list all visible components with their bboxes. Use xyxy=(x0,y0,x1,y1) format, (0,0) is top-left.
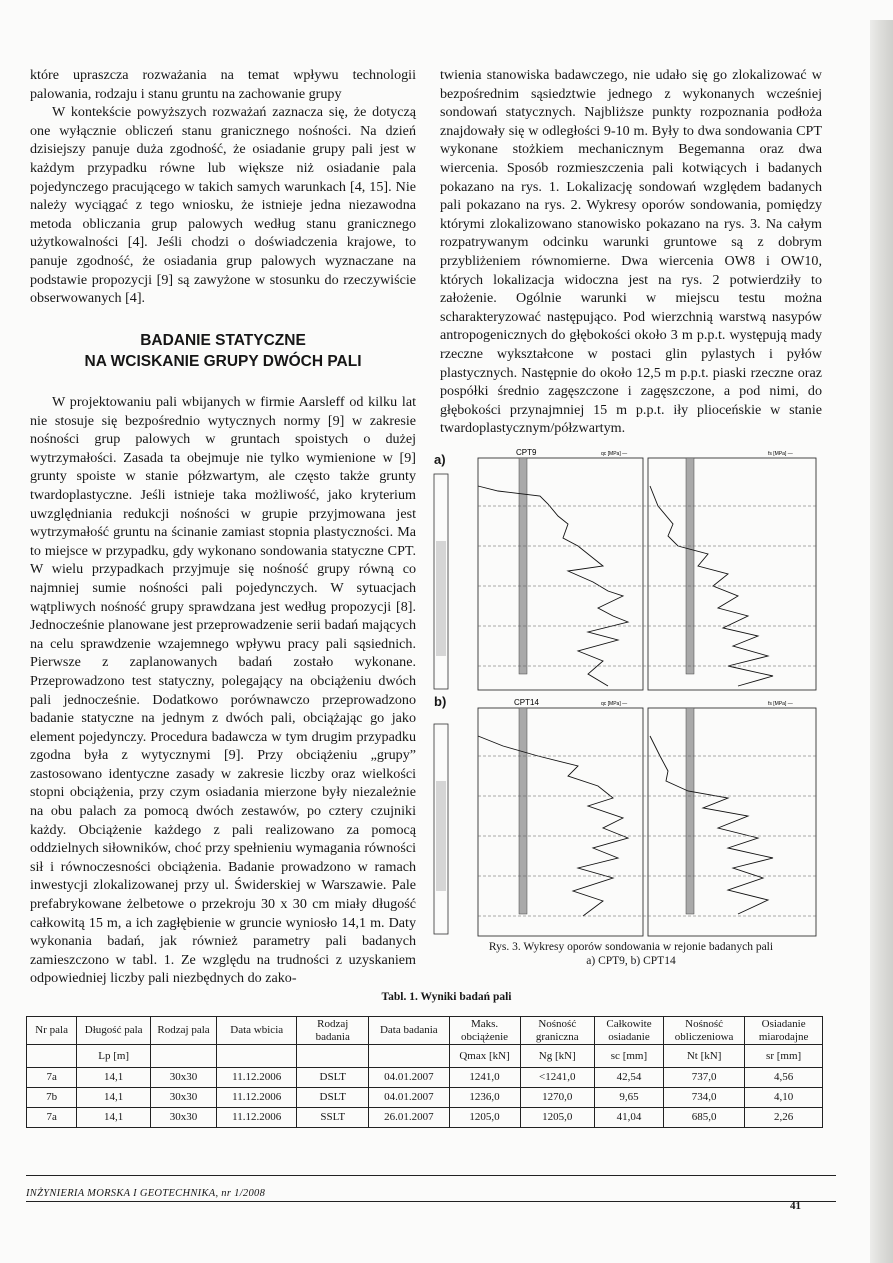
fs-axis-label: fs [MPa] — xyxy=(768,451,793,457)
qc-plot-frame xyxy=(478,458,643,690)
column-header: Data badania xyxy=(369,1017,449,1045)
unit-cell: sr [mm] xyxy=(745,1045,823,1068)
cpt-figure-drawing xyxy=(428,446,823,941)
pile-shaft-a1 xyxy=(519,458,527,674)
table-cell: 4,56 xyxy=(745,1068,823,1088)
scan-page-edge xyxy=(870,20,893,1263)
table-cell: 7a xyxy=(27,1068,77,1088)
unit-cell xyxy=(27,1045,77,1068)
table-cell: 1205,0 xyxy=(449,1108,520,1128)
cpt-figure xyxy=(428,446,823,941)
table-cell: 9,65 xyxy=(594,1088,663,1108)
unit-cell: Ng [kN] xyxy=(520,1045,594,1068)
figure-caption xyxy=(440,940,822,968)
table-cell: 30x30 xyxy=(151,1108,217,1128)
sand-layer xyxy=(436,781,446,891)
table-cell: 14,1 xyxy=(77,1108,151,1128)
column-header: Nośność obliczeniowa xyxy=(664,1017,745,1045)
table-cell: 11.12.2006 xyxy=(217,1068,297,1088)
table-cell: 04.01.2007 xyxy=(369,1088,449,1108)
page-number: 41 xyxy=(790,1200,801,1212)
fs-profile-b xyxy=(650,736,773,914)
table-cell: 1236,0 xyxy=(449,1088,520,1108)
caption-line: Rys. 3. Wykresy oporów sondowania w rejonie badanych pali xyxy=(488,941,774,953)
table-title: Tabl. 1. Wyniki badań pali xyxy=(381,991,512,1003)
table-cell: 734,0 xyxy=(664,1088,745,1108)
unit-cell xyxy=(369,1045,449,1068)
table-cell: DSLT xyxy=(297,1088,369,1108)
table-cell: 11.12.2006 xyxy=(217,1088,297,1108)
paragraph: twienia stanowiska badawczego, nie udało się go zlokalizować w bezpośrednim sąsiedztwie jednego z wykonanych wcześniej sondowań statycznych. Najbliższe punkty rozpoznania podłoża znajdowały się w odległości 9-10 m. Były to dwa sondowania CPT wykonane stożkiem mechanicznym Begemanna oraz dwa wiercenia. Sposób rozmieszczenia pali kotwiących i badanych pokazano na rys. 1. Lokalizację sondowań względem badanych pali pokazano na rys. 2. Wykresy oporów sondowania, pomiędzy którymi zlokalizowano stanowisko pokazano na rys. 3. Na całym rozpatrywanym odcinku warunki gruntowe są z dobrym przybliżeniem równomierne. Dwa wiercenia OW8 i OW10, których lokalizacja widoczna jest na rys. 2 potwierdziły to założenie. Ogólnie warunki w miejscu testu można scharakteryzować następująco. Pod wierzchnią warstwą nasypów antropogenicznych do głębokości około 3 m p.p.t. występują mady rzeczne wykształcone w postaci glin pylastych i pyłów plastycznych. Następnie do około 12,5 m p.p.t. piaski rzeczne oraz pospółki średnio zagęszczone i zagęszczone, a pod nimi, do głębokości przynajmniej 15 m p.p.t. iły plioceńskie w stanie twardoplastycznym/półzwartym. xyxy=(440,67,822,437)
table-cell: <1241,0 xyxy=(520,1068,594,1088)
column-header: Długość pala xyxy=(77,1017,151,1045)
table-cell: 1205,0 xyxy=(520,1108,594,1128)
unit-cell xyxy=(151,1045,217,1068)
column-header: Rodzaj badania xyxy=(297,1017,369,1045)
qc-axis-label: qc [MPa] — xyxy=(601,451,628,457)
table-cell: 04.01.2007 xyxy=(369,1068,449,1088)
table-row xyxy=(27,1088,823,1108)
table-row xyxy=(27,1108,823,1128)
table-cell: SSLT xyxy=(297,1108,369,1128)
unit-cell: Nt [kN] xyxy=(664,1045,745,1068)
table-cell: 1241,0 xyxy=(449,1068,520,1088)
pile-shaft-a2 xyxy=(686,458,694,674)
pile-shaft-b1 xyxy=(519,708,527,914)
footer-rule xyxy=(26,1201,836,1202)
column-header: Rodzaj pala xyxy=(151,1017,217,1045)
table-cell: 42,54 xyxy=(594,1068,663,1088)
results-table xyxy=(26,1016,823,1128)
panel-b-label: b) xyxy=(434,694,447,709)
section-heading xyxy=(30,330,416,372)
left-column-body xyxy=(30,393,416,988)
unit-cell: sc [mm] xyxy=(594,1045,663,1068)
table-cell: 30x30 xyxy=(151,1088,217,1108)
unit-cell xyxy=(297,1045,369,1068)
table-cell: 41,04 xyxy=(594,1108,663,1128)
column-header: Data wbicia xyxy=(217,1017,297,1045)
table-header-row xyxy=(27,1017,823,1045)
qc-profile-b xyxy=(478,736,628,916)
panel-b xyxy=(434,698,816,936)
table-cell: 30x30 xyxy=(151,1068,217,1088)
table-cell: 2,26 xyxy=(745,1108,823,1128)
sand-layer xyxy=(436,541,446,656)
table-cell: 7a xyxy=(27,1108,77,1128)
paragraph: W kontekście powyższych rozważań zaznacza się, że dotyczą one wyłącznie obliczeń stanu granicznego nośności. Na dzień dzisiejszy panuje duża zgodność, że osiadanie grupy pali jest w każdym przypadku równe lub większe niż osiadanie pala pojedynczego pracującego w takich samych warunkach [4, 15]. Nie należy wyciągać z tego wniosku, że istnieje jedna niezawodna metoda obliczania grup palowych według stanu granicznego użytkowalności [4]. Jeśli chodzi o doświadczenia krajowe, to panuje zgodność, że osiadania grup palowych wyznaczane na podstawie propozycji [9] są zawyżone w stosunku do rzeczywiście obserwowanych [4]. xyxy=(30,104,416,307)
panel-b-title: CPT14 xyxy=(514,698,539,707)
table-cell: 737,0 xyxy=(664,1068,745,1088)
unit-cell: Qmax [kN] xyxy=(449,1045,520,1068)
column-header: Całkowite osiadanie xyxy=(594,1017,663,1045)
pile-shaft-b2 xyxy=(686,708,694,914)
qc-plot-frame xyxy=(478,708,643,936)
table-cell: 685,0 xyxy=(664,1108,745,1128)
table-cell: 14,1 xyxy=(77,1088,151,1108)
panel-a xyxy=(434,448,816,690)
section-heading-line: BADANIE STATYCZNE xyxy=(140,332,306,349)
caption-line: a) CPT9, b) CPT14 xyxy=(586,955,676,967)
column-header: Maks. obciążenie xyxy=(449,1017,520,1045)
unit-cell: Lp [m] xyxy=(77,1045,151,1068)
table-cell: 1270,0 xyxy=(520,1088,594,1108)
column-header: Nr pala xyxy=(27,1017,77,1045)
column-header: Nośność graniczna xyxy=(520,1017,594,1045)
unit-cell xyxy=(217,1045,297,1068)
table-cell: DSLT xyxy=(297,1068,369,1088)
table-cell: 11.12.2006 xyxy=(217,1108,297,1128)
left-column-top xyxy=(30,66,416,308)
right-column xyxy=(440,66,822,438)
table-cell: 14,1 xyxy=(77,1068,151,1088)
qc-axis-label: qc [MPa] — xyxy=(601,701,628,707)
paragraph: W projektowaniu pali wbijanych w firmie Aarsleff od kilku lat nie stosuje się bezpośrednio wytycznych normy [9] w zakresie nośności grup palowych w gruntach spoistych o dużej wytrzymałości. Zasada ta obejmuje nie tylko wymienione w [9] grunty spoiste w stanie półzwartym, ale często także grunty twardoplastyczne. Jeśli istnieje taka możliwość, jako kryterium uwzględniania redukcji nośności w grupie przyjmowana jest wytrzymałość gruntu na ścinanie zamiast stopnia plastyczności. Ma to miejsce w przypadku, gdy wykonano sondowania statyczne CPT. W wielu przypadkach przyjmuje się nośność grupy równą co najmniej sumie nośności pali pojedynczych. W sytuacjach wątpliwych nośność grupy sprawdzana jest według propozycji [8]. Jednocześnie planowane jest przeprowadzenie serii badań mających na celu sprawdzenie wzajemnego wpływu pracy pali sąsiednich. Pierwsze z zaplanowanych badań zostało wykonane. Przeprowadzono test statyczny, polegający na obciążeniu dwóch pali jednocześnie. Dodatkowo porównawczo przeprowadzono badanie statyczne na jednym z dwóch pali, obciążając go jako element pojedynczy. Procedura badawcza w tym drugim przypadku zgodna była z wytycznymi [9]. Przy obciążeniu „grupy” zastosowano identyczne zasady w zakresie liczby oraz wielkości stopni obciążenia, przy czym osiadania mierzone były niezależnie na obu palach za pomocą dwóch zestawów, po cztery czujniki każdy. Obciążenie każdego z pali realizowano za pomocą oddzielnych siłowników, choć przy spełnieniu wymagania równości sił i równoczesności obciążenia. Badanie prowadzono w ramach inwestycji zlokalizowanej przy ul. Świderskiej w Warszawie. Pale prefabrykowane żelbetowe o przekroju 30 x 30 cm miały długość całkowitą 15 m, a ich zagłębienie w gruncie wyniosło 14,1 m. Daty wykonania badań, jak również parametry pali badanych zamieszczono w tabl. 1. Ze względu na trudności z uzyskaniem odpowiedniej liczby pali niezbędnych do zako- xyxy=(30,394,416,987)
fs-axis-label: fs [MPa] — xyxy=(768,701,793,707)
column-header: Osiadanie miarodajne xyxy=(745,1017,823,1045)
table-cell: 26.01.2007 xyxy=(369,1108,449,1128)
table-cell: 4,10 xyxy=(745,1088,823,1108)
table-row xyxy=(27,1068,823,1088)
units-row xyxy=(27,1045,823,1068)
section-heading-line: NA WCISKANIE GRUPY DWÓCH PALI xyxy=(84,353,362,370)
paragraph: które upraszcza rozważania na temat wpływu technologii palowania, rodzaju i stanu gruntu na zachowanie grupy xyxy=(30,67,416,102)
footer-rule xyxy=(26,1175,836,1176)
journal-name: INŻYNIERIA MORSKA I GEOTECHNIKA, nr 1/2008 xyxy=(26,1188,266,1199)
panel-a-label: a) xyxy=(434,452,446,467)
table-cell: 7b xyxy=(27,1088,77,1108)
fs-plot-frame xyxy=(648,458,816,690)
panel-a-title: CPT9 xyxy=(516,448,537,457)
